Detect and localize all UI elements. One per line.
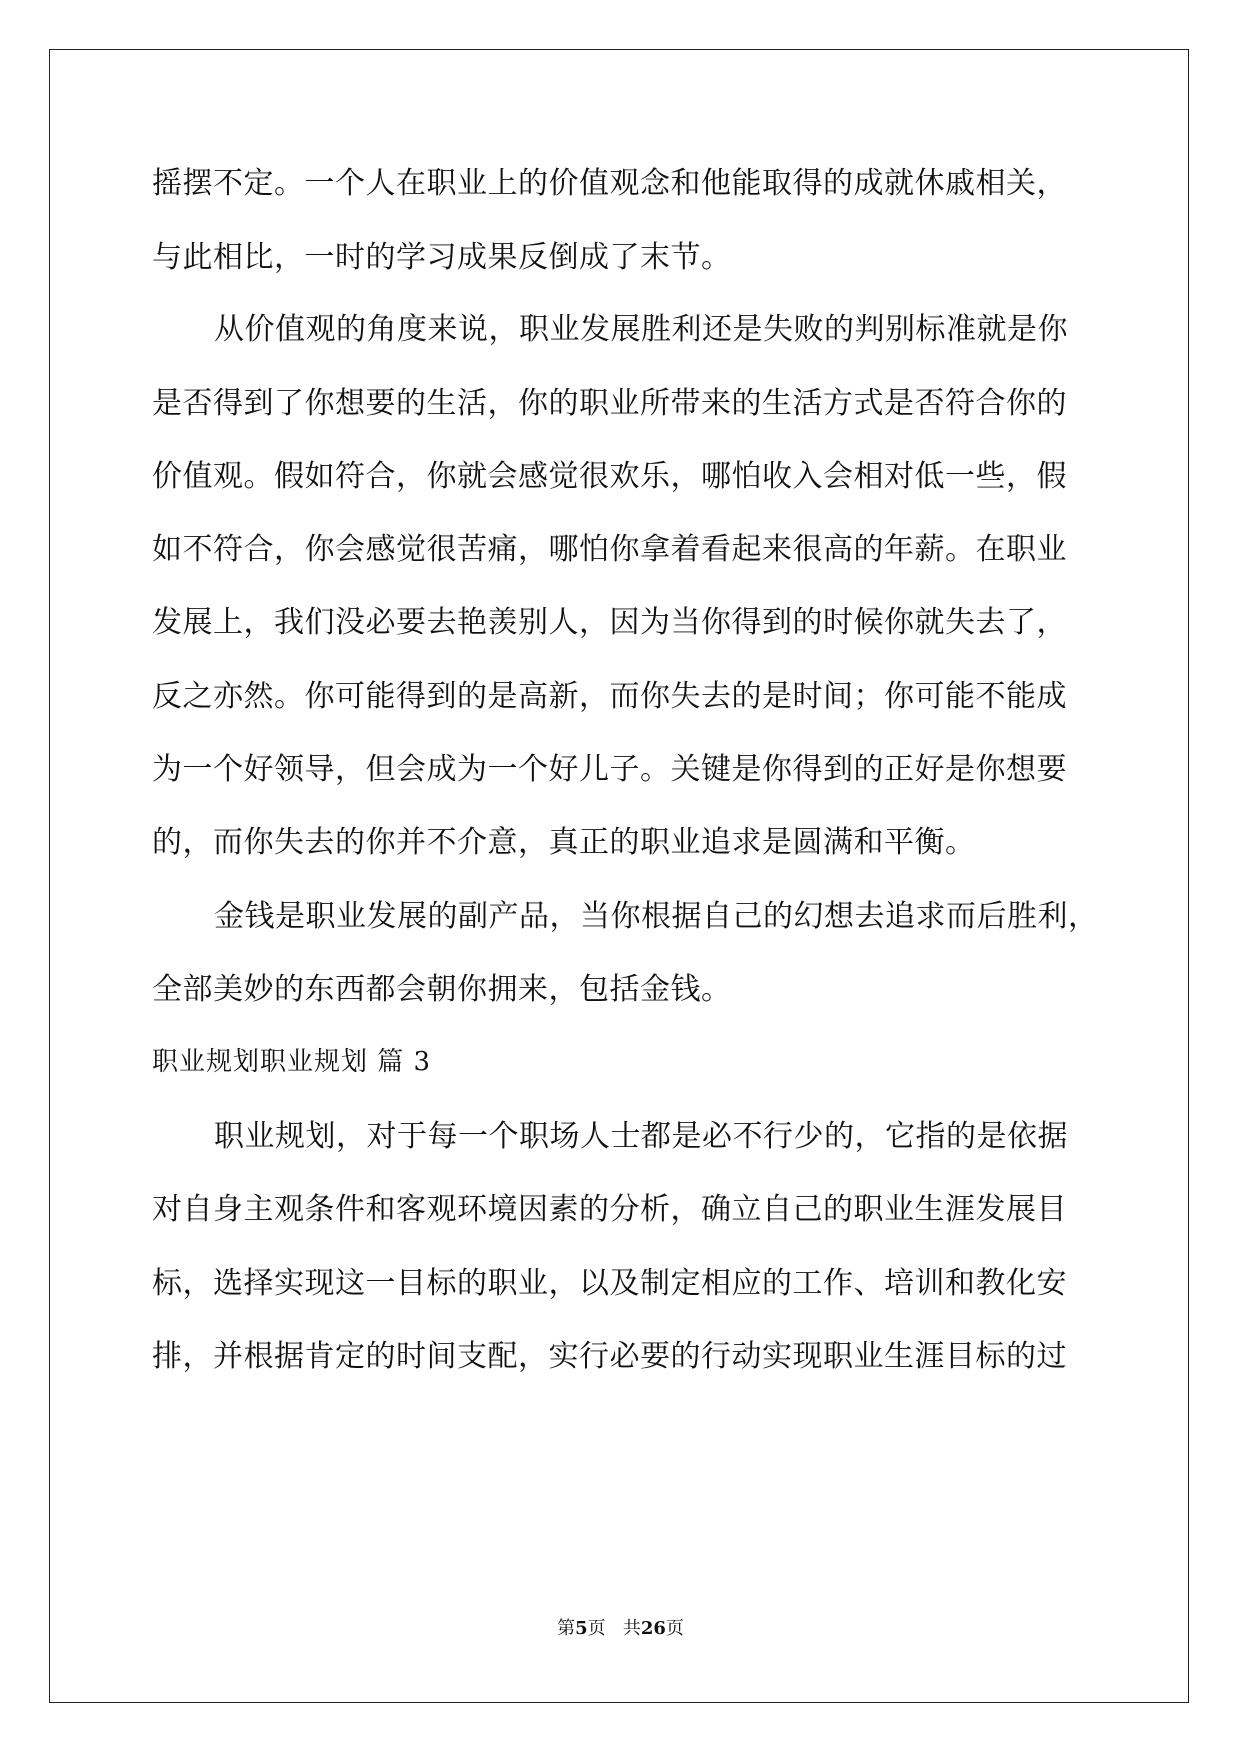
paragraph-line: 排，并根据肯定的时间支配，实行必要的行动实现职业生涯目标的过 — [152, 1339, 1067, 1374]
paragraph-line: 职业规划，对于每一个职场人士都是必不行少的，它指的是依据 — [214, 1119, 1068, 1154]
paragraph-line: 金钱是职业发展的副产品，当你根据自己的幻想去追求而后胜利， — [214, 899, 1099, 934]
paragraph-line: 摇摆不定。一个人在职业上的价值观念和他能取得的成就休戚相关， — [152, 166, 1067, 201]
current-page-number: 5 — [575, 1618, 588, 1639]
page-border — [49, 49, 1189, 1703]
paragraph-line: 反之亦然。你可能得到的是高新，而你失去的是时间；你可能不能成 — [152, 679, 1067, 714]
footer-page-unit: 页 — [587, 1618, 606, 1639]
footer-prefix: 第 — [557, 1618, 576, 1639]
total-page-count: 26 — [640, 1618, 666, 1639]
paragraph-line: 是否得到了你想要的生活，你的职业所带来的生活方式是否符合你的 — [152, 386, 1067, 421]
paragraph-line: 标，选择实现这一目标的职业，以及制定相应的工作、培训和教化安 — [152, 1266, 1067, 1301]
paragraph-line: 全部美妙的东西都会朝你拥来，包括金钱。 — [152, 972, 732, 1007]
footer-total-prefix: 共 — [622, 1618, 641, 1639]
paragraph-line: 从价值观的角度来说，职业发展胜利还是失败的判别标准就是你 — [214, 312, 1068, 347]
section-heading: 职业规划职业规划 篇 3 — [152, 1047, 432, 1077]
paragraph-line: 为一个好领导，但会成为一个好儿子。关键是你得到的正好是你想要 — [152, 752, 1067, 787]
page-footer — [0, 1617, 1241, 1641]
footer-total-unit: 页 — [665, 1618, 684, 1639]
paragraph-line: 对自身主观条件和客观环境因素的分析，确立自己的职业生涯发展目 — [152, 1192, 1067, 1227]
paragraph-line: 发展上，我们没必要去艳羡别人，因为当你得到的时候你就失去了， — [152, 605, 1067, 640]
paragraph-line: 与此相比，一时的学习成果反倒成了末节。 — [152, 240, 732, 275]
paragraph-line: 如不符合，你会感觉很苦痛，哪怕你拿着看起来很高的年薪。在职业 — [152, 532, 1067, 567]
paragraph-line: 价值观。假如符合，你就会感觉很欢乐，哪怕收入会相对低一些，假 — [152, 459, 1067, 494]
paragraph-line: 的，而你失去的你并不介意，真正的职业追求是圆满和平衡。 — [152, 825, 976, 860]
